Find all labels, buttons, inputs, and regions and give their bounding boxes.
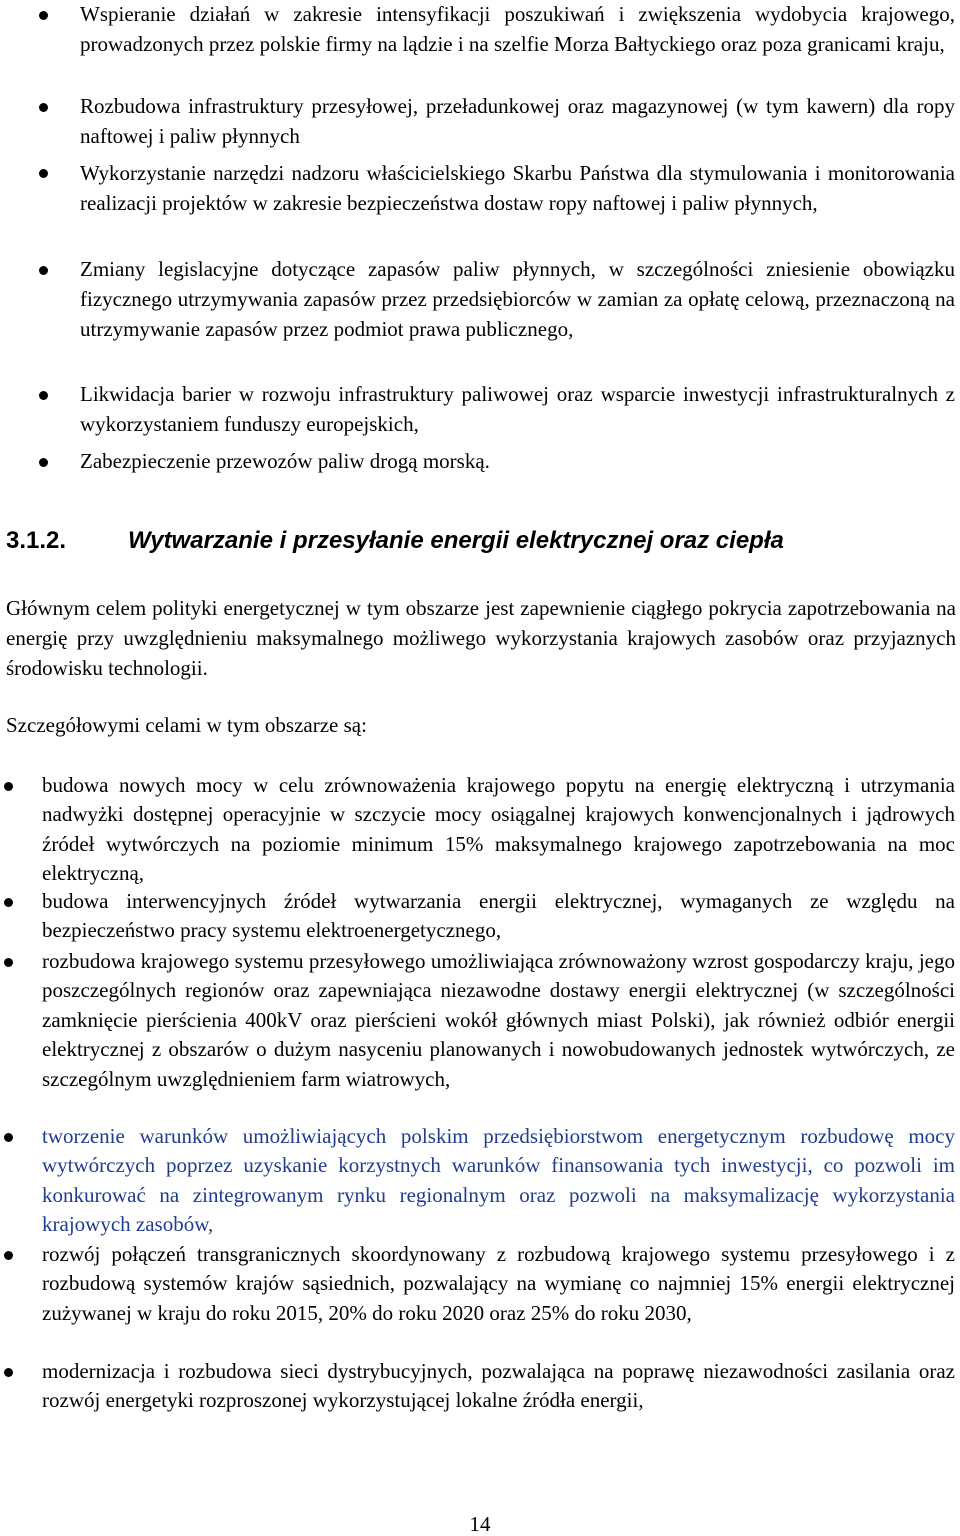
page-number: 14 bbox=[469, 1512, 491, 1536]
section-title: Wytwarzanie i przesyłanie energii elektrycznej oraz ciepła bbox=[128, 527, 784, 554]
list-item: Wykorzystanie narzędzi nadzoru właścicielskiego Skarbu Państwa dla stymulowania i monitorowania realizacji projektów w zakresie bezpieczeństwa dostaw ropy naftowej i paliw płynnych, bbox=[80, 161, 955, 216]
bullet-icon bbox=[39, 103, 48, 112]
bullet-icon bbox=[39, 458, 48, 467]
list-item-highlighted: tworzenie warunków umożliwiających polskim przedsiębiorstwom energetycznym rozbudowę mocy wytwórczych poprzez uzyskanie korzystnych warunków finansowania tych inwestycji, co pozwoli im konkurować na zintegrowanym rynku regionalnym oraz pozwoli na maksymalizację wykorzystania krajowych zasobów, bbox=[42, 1124, 955, 1237]
bullet-icon bbox=[39, 391, 48, 400]
list-item: rozbudowa krajowego systemu przesyłowego umożliwiająca zrównoważony wzrost gospodarczy kraju, jego poszczególnych regionów oraz zapewniająca niezawodne dostawy energii elektrycznej (w szczególności zamknięcie pierścienia 400kV oraz pierścieni wokół głównych miast Polski), jak również odbiór energii elektrycznej z obszarów o dużym nasyceniu planowanych i nowobudowanych jednostek wytwórczych, ze szczególnym uwzględnieniem farm wiatrowych, bbox=[42, 949, 955, 1091]
bullet-icon bbox=[4, 1251, 13, 1260]
list-item: budowa nowych mocy w celu zrównoważenia krajowego popytu na energię elektryczną i utrzymania nadwyżki dostępnej operacyjnie w szczycie mocy osiągalnej krajowych konwencjonalnych i jądrowych źródeł wytwórczych na poziomie minimum 15% maksymalnego krajowego zapotrzebowania na moc elektryczną, bbox=[42, 773, 955, 886]
list-item: Likwidacja barier w rozwoju infrastruktury paliwowej oraz wsparcie inwestycji infrastrukturalnych z wykorzystaniem funduszy europejskich, bbox=[80, 382, 955, 437]
list-item: Zabezpieczenie przewozów paliw drogą morską. bbox=[80, 449, 490, 473]
bullet-icon bbox=[4, 1133, 13, 1142]
list-item: Zmiany legislacyjne dotyczące zapasów paliw płynnych, w szczególności zniesienie obowiązku fizycznego utrzymywania zapasów przez przedsiębiorców w zamian za opłatę celową, przeznaczoną na utrzymywanie zapasów przez podmiot prawa publicznego, bbox=[80, 257, 955, 342]
bullet-icon bbox=[4, 958, 13, 967]
goals-label: Szczegółowymi celami w tym obszarze są: bbox=[6, 713, 367, 737]
list-item: budowa interwencyjnych źródeł wytwarzania energii elektrycznej, wymaganych ze względu na bezpieczeństwo pracy systemu elektroenergetycznego, bbox=[42, 889, 955, 943]
intro-paragraph: Głównym celem polityki energetycznej w tym obszarze jest zapewnienie ciągłego pokrycia zapotrzebowania na energię przy uwzględnieniu maksymalnego możliwego wykorzystania krajowych zasobów oraz przyjaznych środowisku technologii. bbox=[6, 596, 956, 681]
list-item: Wspieranie działań w zakresie intensyfikacji poszukiwań i zwiększenia wydobycia krajowego, prowadzonych przez polskie firmy na lądzie i na szelfie Morza Bałtyckiego oraz poza granicami kraju, bbox=[80, 2, 955, 57]
bullet-icon bbox=[39, 11, 48, 20]
bullet-icon bbox=[4, 782, 13, 791]
section-heading bbox=[6, 524, 956, 558]
bullet-icon bbox=[4, 1368, 13, 1377]
bullet-icon bbox=[4, 898, 13, 907]
list-item: rozwój połączeń transgranicznych skoordynowany z rozbudową krajowego systemu przesyłowego i z rozbudową systemów krajów sąsiednich, pozwalający na wymianę co najmniej 15% energii elektrycznej zużywanej w kraju do roku 2015, 20% do roku 2020 oraz 25% do roku 2030, bbox=[42, 1242, 955, 1325]
list-item: modernizacja i rozbudowa sieci dystrybucyjnych, pozwalająca na poprawę niezawodności zasilania oraz rozwój energetyki rozproszonej wykorzystującej lokalne źródła energii, bbox=[42, 1359, 955, 1413]
section-number: 3.1.2. bbox=[6, 527, 67, 554]
list-item: Rozbudowa infrastruktury przesyłowej, przeładunkowej oraz magazynowej (w tym kawern) dla ropy naftowej i paliw płynnych bbox=[80, 94, 955, 149]
bullet-icon bbox=[39, 266, 48, 275]
bullet-icon bbox=[39, 169, 48, 178]
